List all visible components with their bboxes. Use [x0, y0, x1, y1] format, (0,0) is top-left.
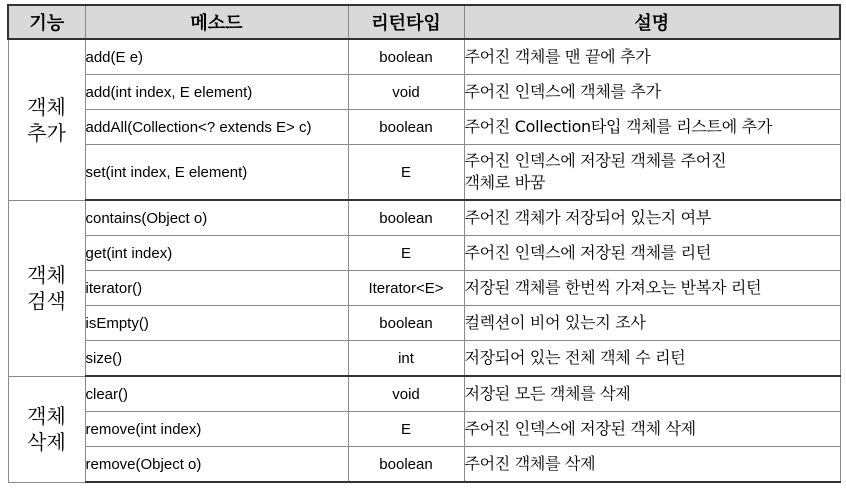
return-type-cell: boolean — [348, 39, 464, 75]
method-cell: add(int index, E element) — [85, 75, 348, 110]
table-header-row — [8, 5, 840, 39]
return-type-cell: boolean — [348, 306, 464, 341]
method-cell: remove(int index) — [85, 412, 348, 447]
header-method: 메소드 — [85, 5, 348, 39]
return-type-cell: void — [348, 75, 464, 110]
table-row — [8, 145, 840, 201]
description-cell: 주어진 객체를 삭제 — [464, 447, 840, 483]
return-type-cell: E — [348, 145, 464, 201]
description-cell: 주어진 객체가 저장되어 있는지 여부 — [464, 200, 840, 236]
method-cell: get(int index) — [85, 236, 348, 271]
table-row — [8, 39, 840, 75]
method-cell: isEmpty() — [85, 306, 348, 341]
table-row — [8, 110, 840, 145]
table-row — [8, 271, 840, 306]
description-cell: 주어진 인덱스에 저장된 객체를 주어진 객체로 바꿈 — [464, 145, 840, 201]
header-func: 기능 — [8, 5, 85, 39]
description-cell: 주어진 Collection타입 객체를 리스트에 추가 — [464, 110, 840, 145]
table-row — [8, 75, 840, 110]
description-cell: 주어진 인덱스에 객체를 추가 — [464, 75, 840, 110]
return-type-cell: boolean — [348, 447, 464, 483]
method-cell: clear() — [85, 376, 348, 412]
table-row — [8, 447, 840, 483]
method-cell: addAll(Collection<? extends E> c) — [85, 110, 348, 145]
return-type-cell: void — [348, 376, 464, 412]
header-description: 설명 — [464, 5, 840, 39]
method-cell: add(E e) — [85, 39, 348, 75]
header-return-type: 리턴타입 — [348, 5, 464, 39]
group-label-delete: 객체 삭제 — [8, 376, 85, 482]
table-row — [8, 341, 840, 377]
description-cell: 저장된 모든 객체를 삭제 — [464, 376, 840, 412]
return-type-cell: Iterator<E> — [348, 271, 464, 306]
method-cell: set(int index, E element) — [85, 145, 348, 201]
return-type-cell: boolean — [348, 200, 464, 236]
return-type-cell: int — [348, 341, 464, 377]
group-label-add: 객체 추가 — [8, 39, 85, 200]
return-type-cell: boolean — [348, 110, 464, 145]
table-row — [8, 306, 840, 341]
method-cell: size() — [85, 341, 348, 377]
return-type-cell: E — [348, 412, 464, 447]
description-cell: 저장된 객체를 한번씩 가져오는 반복자 리턴 — [464, 271, 840, 306]
table-row — [8, 412, 840, 447]
description-cell: 주어진 인덱스에 저장된 객체를 리턴 — [464, 236, 840, 271]
table-row — [8, 376, 840, 412]
method-cell: remove(Object o) — [85, 447, 348, 483]
description-cell: 컬렉션이 비어 있는지 조사 — [464, 306, 840, 341]
table-row — [8, 200, 840, 236]
return-type-cell: E — [348, 236, 464, 271]
description-cell: 주어진 객체를 맨 끝에 추가 — [464, 39, 840, 75]
description-cell: 주어진 인덱스에 저장된 객체 삭제 — [464, 412, 840, 447]
method-cell: contains(Object o) — [85, 200, 348, 236]
method-cell: iterator() — [85, 271, 348, 306]
description-cell: 저장되어 있는 전체 객체 수 리턴 — [464, 341, 840, 377]
list-methods-table — [7, 4, 841, 483]
table-row — [8, 236, 840, 271]
group-label-search: 객체 검색 — [8, 200, 85, 376]
